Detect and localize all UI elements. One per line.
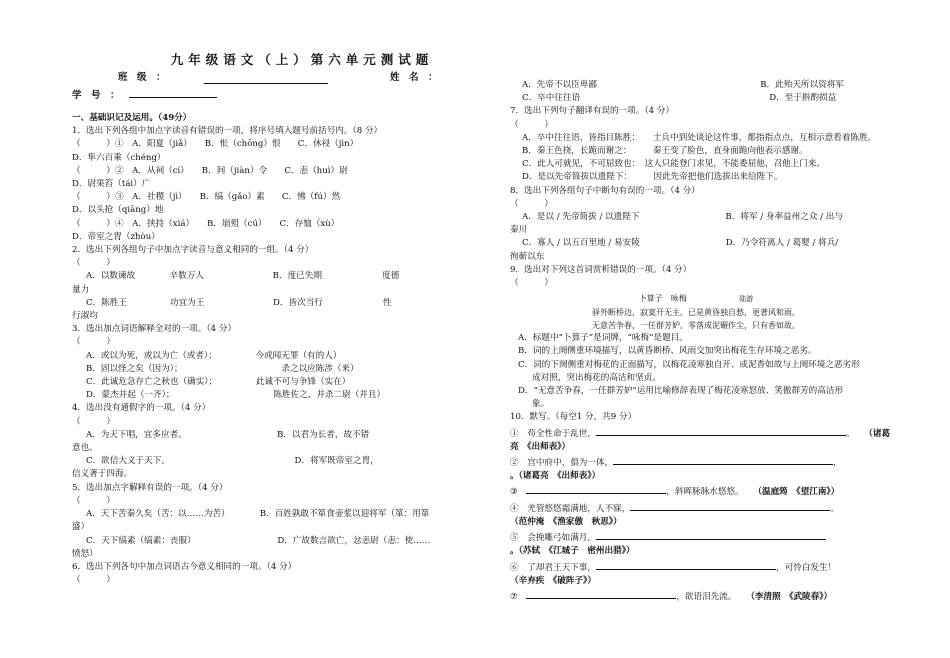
item-number: ⑥: [510, 562, 519, 573]
question-line: B．固以怪之矣（因为）； 杀之以应陈涉（来）: [86, 363, 359, 374]
question-line: （ ）③ A．社稷（jì） B．缟（gǎo）素 C．怫（fú）然: [72, 192, 341, 203]
question-line: （ ）: [72, 416, 115, 427]
question-line: 1．选出下列各组中加点字读音有错误的一项，将序号填入题号前括号内。（8 分）: [72, 126, 383, 137]
dictation-item: [510, 454, 882, 470]
item-number: ②: [510, 458, 519, 469]
question-line: 意也。: [72, 443, 98, 454]
item-prompt: 宫中府中，俱为一体，: [527, 458, 614, 469]
question-line: C．此人可就见，不可屈致也： 这人只能登门求见，不能委屈他，召他上门来。: [522, 159, 826, 170]
question-line: 愤怒）: [72, 548, 98, 559]
answer-blank[interactable]: [596, 425, 846, 436]
question-line: D．尉果笞（tái）广: [72, 179, 151, 190]
option-line: C．词的下阕侧重对梅花的正面描写，以梅花凌寒独自开、成泥香如故与上阕环境之恶劣形: [518, 359, 860, 370]
question-line: （ ）④ A．挟持（xiá） B．崩殂（cú） C．存恤（xù）: [72, 218, 340, 229]
item-number: ①: [510, 428, 519, 439]
question-line: 6．选出下列各句中加点词语古今意义相同的一项。（4 分）: [72, 561, 297, 572]
question-line: （ ）① A．阳夏（jiǎ） B．怅（chōng）恨 C．休祲（jìn）: [72, 139, 359, 150]
right-column: [510, 79, 891, 604]
dictation-source-line: （辛弃疾 《破阵子》）: [510, 575, 596, 586]
question-line: C．此诚危急存亡之秋也（确实）； 此诚不可与争锋（实在）: [86, 377, 351, 388]
option-line: 成对照，突出梅花的高洁和坚贞。: [532, 372, 661, 383]
dictation-item: [510, 425, 891, 441]
left-column: [72, 0, 472, 587]
section-1-heading: 一、基础识记及运用。（49分）: [72, 113, 192, 123]
dictation-source-line: （范仲淹 《渔家傲 秋思》）: [510, 516, 622, 527]
item-number: ⑦: [510, 591, 518, 602]
item-suffix: ，: [833, 458, 842, 469]
item-suffix: ，可怜白发生！: [775, 562, 837, 573]
question-line: 4．选出没有通假字的一项。（4 分）: [72, 403, 211, 414]
question-line: 徇蕲以东: [510, 251, 545, 262]
dictation-lines: [510, 425, 891, 604]
item-number: ③: [510, 487, 518, 498]
question-line: （ ）: [72, 337, 115, 348]
poem-title: 卜算子 咏梅: [638, 294, 687, 304]
question-line: D．蒙杰并起（一齐）； 陈胜佐之，并杀二尉（并且）: [86, 390, 386, 401]
poem-line: 驿外断桥边，寂寞开无主。已是黄昏独自愁，更著风和雨。: [592, 308, 800, 318]
question-line: A．卒中往往语，皆指目陈胜： 士兵中到处谈论这件事，都指指点点，互相示意看着陈胜。: [522, 132, 877, 143]
option-line: 象。: [532, 399, 550, 410]
question-line: （ ）: [72, 575, 115, 586]
question-line: A．是以 / 先帝简拔 / 以遗陛下 B．将军 / 身率益州之众 / 出与: [522, 212, 843, 223]
item-source: （李清照 《武陵春》）: [750, 591, 833, 602]
question-line: 3．选出加点词语解释全对的一项。（4 分）: [72, 324, 237, 335]
question-line: D．以头抢（qiāng）地: [72, 205, 164, 216]
student-id-row: [72, 86, 472, 102]
question-line: C．卒中往往语 D．至于斟酌损益: [522, 93, 837, 104]
item-number: ④: [510, 503, 519, 514]
question-10-heading: 10．默写。（每空1 分，共9 分）: [510, 412, 637, 423]
question-line: A．或以为死，或以为亡（或者）； 今或闻无罪（有的人）: [86, 350, 342, 361]
poem-heading: [510, 292, 882, 306]
dictation-source-line: 亮 《出师表》）: [510, 441, 571, 452]
question-line: B．秦王色挠，长跪而谢之： 秦王变了脸色，直身面跪向他表示感谢。: [522, 146, 808, 157]
question-line: （ ）: [510, 119, 553, 130]
item-suffix: 。: [845, 428, 855, 439]
question-line: 9．选出对下列这首词赏析错误的一项。（4 分）: [510, 264, 692, 275]
question-line: （ ）: [72, 258, 115, 269]
question-line: D．帝室之胄（zhòu）: [72, 231, 160, 242]
item-prompt: 了却君王天下事，: [527, 562, 596, 573]
item-source: （诸葛: [868, 428, 891, 439]
question-line: 7．选出下列句子翻译有误的一项。（4 分）: [510, 106, 675, 117]
question-line: C．寡人 / 以五百里地 / 易安陵 D．乃令符离人 / 葛婴 / 将兵/: [522, 238, 839, 249]
answer-blank[interactable]: [526, 588, 676, 599]
answer-blank[interactable]: [596, 559, 776, 570]
question-line: 8．选出下列各组句子中断句有误的一项。（4 分）: [510, 185, 700, 196]
question-line: 2．选出下列各组句子中加点字读音与意义相同的一组。（4 分）: [72, 245, 314, 256]
question-line: 量力: [72, 284, 90, 295]
question-line: 5．选出加点字解释有误的一项。（4 分）: [72, 482, 228, 493]
dictation-item: [510, 500, 882, 516]
question-line: （ ）: [510, 198, 553, 209]
question-line: 信义著于四海。: [72, 469, 133, 480]
item-number: ⑤: [510, 533, 519, 544]
question-line: A．为天下唱，宜多应者。 B．以君为长者，故不错: [86, 429, 370, 440]
class-blank[interactable]: [204, 72, 328, 84]
item-prompt: 苟全性命于乱世，: [527, 428, 596, 439]
question-line: A．先帝不以臣卑鄙 B．此殆天所以资将军: [522, 80, 844, 90]
dictation-item: [510, 588, 882, 604]
answer-blank[interactable]: [526, 483, 666, 494]
question-line: C．天下缟素（缟素：丧服） D．广故数言欲亡，忿恚尉（恚：使……: [86, 535, 431, 546]
question-line: A．以数谏故 辛数万人 B．度已失期 度德: [86, 271, 400, 282]
class-label: 班 级 ：: [118, 72, 166, 83]
question-line: 盛）: [72, 522, 90, 533]
answer-blank[interactable]: [630, 500, 830, 511]
question-line: C．陈胜王 功宜为王 D．皆次当行 性: [86, 297, 392, 308]
left-question-lines: [72, 125, 472, 587]
item-suffix: 。: [830, 503, 839, 514]
question-line: 秦川: [510, 225, 528, 236]
question-9-options: [510, 332, 882, 411]
name-label: 姓 名 ：: [390, 72, 438, 83]
answer-blank[interactable]: [596, 529, 826, 540]
question-line: 行淑均: [72, 311, 98, 322]
dictation-item: [510, 483, 882, 499]
right-question-lines: [510, 79, 882, 290]
poem-author: 陆游: [739, 295, 754, 304]
question-line: （ ）② A．从祠（cí） B．间（jiàn）令 C．恚（huì）尉: [72, 165, 348, 176]
dictation-source-line: 。（诸葛亮 《出师表》）: [510, 471, 601, 482]
dictation-item: [510, 529, 882, 545]
id-label: 学 号 ：: [72, 90, 120, 101]
question-line: D．隼六百乘（chéng）: [72, 152, 166, 163]
option-line: B．词的上阕侧重环境描写，以黄昏断桥、风雨交加突出梅花生存环境之恶劣。: [518, 346, 817, 357]
dictation-source-line: 。（苏轼 《江城子 密州出猎》）: [510, 546, 635, 557]
item-suffix: ，斜晖脉脉水悠悠。: [666, 487, 744, 498]
page-title: 九年级语文（上）第六单元测试题: [170, 52, 434, 67]
item-suffix: ，欲语泪先流。: [676, 591, 737, 602]
question-line: （ ）: [510, 278, 553, 289]
item-prompt: 会挽雕弓如满月，: [527, 533, 596, 544]
question-line: D．是以先帝简拔以遗陛下： 因此先帝把他们选拔出来给陛下。: [522, 172, 783, 183]
dictation-item: [510, 559, 882, 575]
item-prompt: 羌管悠悠霜满地，人不寐，: [527, 503, 631, 514]
answer-blank[interactable]: [613, 454, 833, 465]
poem-body: [510, 306, 882, 332]
class-name-row: [72, 70, 472, 86]
option-line: A．标题中“卜算子”是词牌，“咏梅”是题目。: [518, 333, 688, 344]
question-line: A．天下苦秦久矣（苦：以……为苦） B．百姓孰敢不箪食壶浆以迎将军（箪：用箪: [86, 509, 430, 520]
item-source: （温庭筠 《望江南》）: [757, 487, 840, 498]
option-line: D．“无意苦争春，一任群芳妒”运用比喻修辞表现了梅花凌寒怒放、笑傲群芳的高洁形: [518, 386, 844, 397]
question-line: （ ）: [72, 495, 115, 506]
id-blank[interactable]: [129, 86, 217, 98]
poem-line: 无意苦争春，一任群芳妒。零落成泥碾作尘，只有香如故。: [592, 321, 800, 331]
question-line: C．欲信大义于天下。 D．将军既帝室之胄，: [86, 456, 379, 467]
